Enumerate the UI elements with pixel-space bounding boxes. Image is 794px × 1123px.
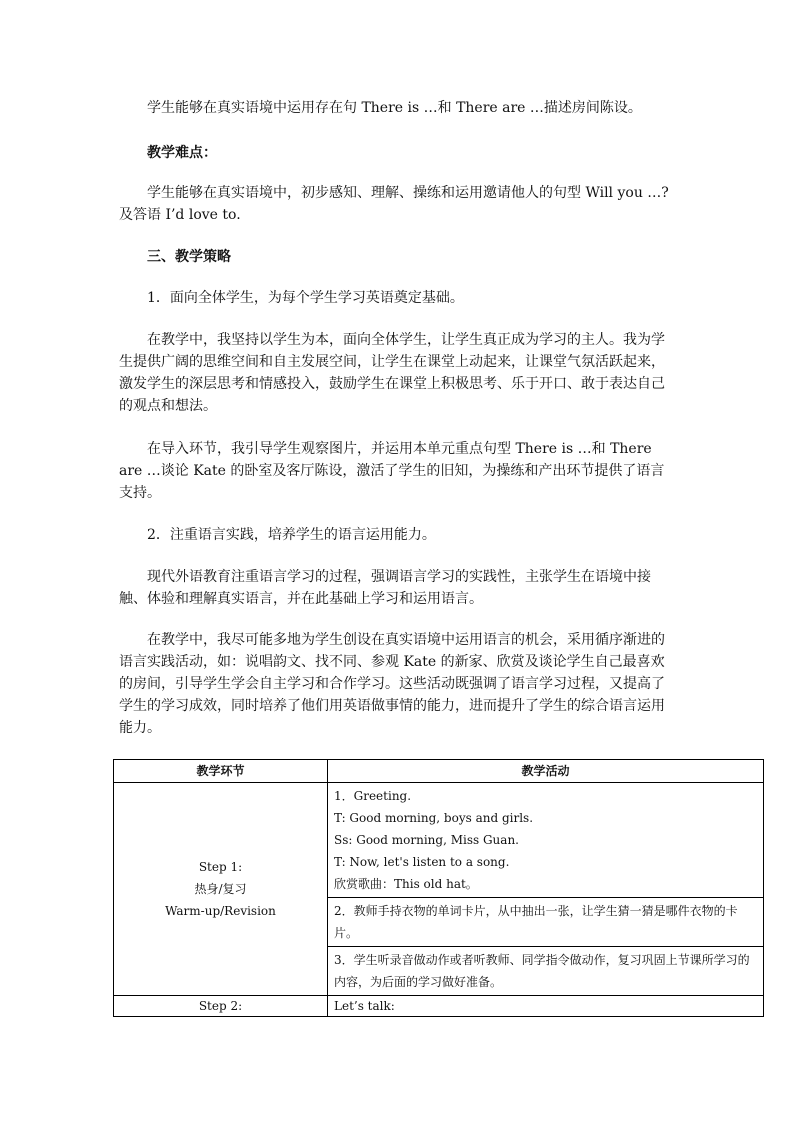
step1-activity-greeting bbox=[328, 783, 764, 898]
activity-text: 2．教师手持衣物的单词卡片，从中抽出一张，让学生猜一猜是哪件衣物的卡片。 bbox=[334, 904, 738, 940]
header-teaching-stage: 教学环节 bbox=[114, 760, 328, 783]
heading-teaching-difficulty: 教学难点： bbox=[147, 145, 217, 161]
step1-activity-actions bbox=[328, 947, 764, 996]
paragraph-language-practice: 现代外语教育注重语言学习的过程，强调语言学习的实践性，主张学生在语境中接触、体验和理解真实语言，并在此基础上学习和运用语言。 bbox=[119, 569, 651, 607]
activity-line: T: Good morning, boys and girls. bbox=[334, 811, 534, 825]
step1-name-en: Warm-up/Revision bbox=[165, 904, 276, 918]
step2-label-cell: Step 2: bbox=[114, 996, 328, 1017]
heading-teaching-strategy: 三、教学策略 bbox=[147, 249, 231, 265]
paragraph-difficulty: 学生能够在真实语境中，初步感知、理解、操练和运用邀请他人的句型 Will you …?及答语 I’d love to. bbox=[119, 185, 669, 223]
step1-label-cell bbox=[114, 783, 328, 996]
header-teaching-activity: 教学活动 bbox=[328, 760, 764, 783]
paragraph-strategy-1-detail: 在教学中，我坚持以学生为本，面向全体学生，让学生真正成为学习的主人。我为学生提供广阔的思维空间和自主发展空间，让学生在课堂上动起来，让课堂气氛活跃起来，激发学生的深层思考和情感投入，鼓励学生在课堂上积极思考、乐于开口、敢于表达自己的观点和想法。 bbox=[119, 332, 665, 414]
table-header-row bbox=[114, 760, 764, 783]
step1-title: Step 1: bbox=[198, 860, 243, 874]
table-row bbox=[114, 783, 764, 898]
activity-line: 欣赏歌曲：This old hat。 bbox=[334, 877, 478, 891]
paragraph-key-point: 学生能够在真实语境中运用存在句 There is …和 There are …描述房间陈设。 bbox=[147, 100, 642, 116]
activity-text: 3．学生听录音做动作或者听教师、同学指令做动作，复习巩固上节课所学习的内容，为后面的学习做好准备。 bbox=[334, 953, 750, 989]
activity-line: 1．Greeting. bbox=[334, 789, 412, 803]
teaching-steps-table bbox=[113, 759, 764, 1017]
step2-activity: Let’s talk: bbox=[328, 996, 764, 1017]
step1-name-cn: 热身/复习 bbox=[194, 882, 247, 896]
activity-line: Ss: Good morning, Miss Guan. bbox=[334, 833, 519, 847]
activity-line: T: Now, let's listen to a song. bbox=[334, 855, 510, 869]
paragraph-strategy-2: 2．注重语言实践，培养学生的语言运用能力。 bbox=[147, 527, 436, 543]
paragraph-introduction: 在导入环节，我引导学生观察图片，并运用本单元重点句型 There is …和 There are …谈论 Kate 的卧室及客厅陈设，激活了学生的旧知，为操练和产出环节提供了语言支持。 bbox=[119, 441, 665, 501]
step1-activity-cards bbox=[328, 898, 764, 947]
paragraph-strategy-1: 1．面向全体学生，为每个学生学习英语奠定基础。 bbox=[147, 290, 464, 306]
paragraph-practice-detail: 在教学中，我尽可能多地为学生创设在真实语境中运用语言的机会，采用循序渐进的语言实践活动，如：说唱韵文、找不同、参观 Kate 的新家、欣赏及谈论学生自己最喜欢的房间，引导学生学会自主学习和合作学习。这些活动既强调了语言学习过程，又提高了学生的学习成效，同时培养了他们用英语做事情的能力，进而提升了学生的综合语言运用能力。 bbox=[119, 632, 665, 736]
table-row bbox=[114, 996, 764, 1017]
